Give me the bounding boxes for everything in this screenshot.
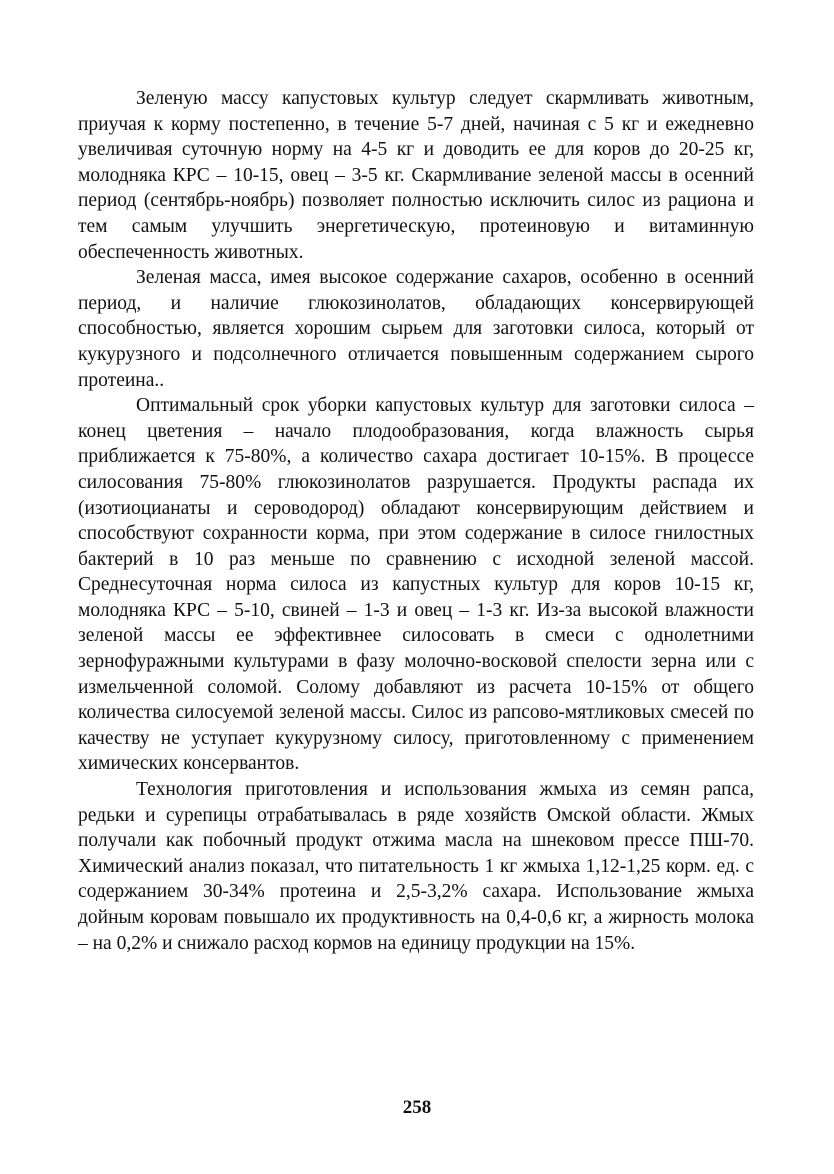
page-number: 258 bbox=[402, 1097, 432, 1118]
paragraph-green-mass-feeding: Зеленую массу капустовых культур следует скармливать животным, приучая к корму постепенно, в течение 5-7 дней, начиная с 5 кг и ежедневно увеличивая суточную норму на 4-5 кг и доводить ее для коров до 20-25 кг, молодняка КРС – 10-15, овец – 3-5 кг. Скармливание зеленой массы в осенний период (сентябрь-ноябрь) позволяет полностью исключить силос из рациона и тем самым улучшить энергетическую, протеиновую и витаминную обеспеченность животных. bbox=[78, 88, 754, 263]
paragraph-harvest-timing: Оптимальный срок уборки капустовых культур для заготовки силоса – конец цветения – начало плодообразования, когда влажность сырья приближается к 75-80%, а количество сахара достигает 10-15%. В процессе силосования 75-80% глюкозинолатов разрушается. Продукты распада их (изотиоцианаты и сероводород) обладают консервирующим действием и способствуют сохранности корма, при этом содержание в силосе гнилостных бактерий в 10 раз меньше по сравнению с исходной зеленой массой. Среднесуточная норма силоса из капустных культур для коров 10-15 кг, молодняка КРС – 5-10, свиней – 1-3 и овец – 1-3 кг. Из-за высокой влажности зеленой массы ее эффективнее силосовать в смеси с однолетними зернофуражными культурами в фазу молочно-восковой спелости зерна или с измельченной соломой. Солому добавляют из расчета 10-15% от общего количества силосуемой зеленой массы. Силос из рапсово-мятликовых смесей по качеству не уступает кукурузному силосу, приготовленному с применением химических консервантов. bbox=[78, 395, 754, 775]
page-body bbox=[78, 86, 754, 956]
paragraph-green-mass-silage: Зеленая масса, имея высокое содержание сахаров, особенно в осенний период, и наличие глюкозинолатов, обладающих консервирующей способностью, является хорошим сырьем для заготовки силоса, который от кукурузного и подсолнечного отличается повышенным содержанием сырого протеина.. bbox=[78, 267, 754, 391]
paragraph-oilcake-technology: Технология приготовления и использования жмыха из семян рапса, редьки и сурепицы отрабатывалась в ряде хозяйств Омской области. Жмых получали как побочный продукт отжима масла на шнековом прессе ПШ-70. Химический анализ показал, что питательность 1 кг жмыха 1,12-1,25 корм. ед. с содержанием 30-34% протеина и 2,5-3,2% сахара. Использование жмыха дойным коровам повышало их продуктивность на 0,4-0,6 кг, а жирность молока – на 0,2% и снижало расход кормов на единицу продукции на 15%. bbox=[78, 779, 754, 954]
